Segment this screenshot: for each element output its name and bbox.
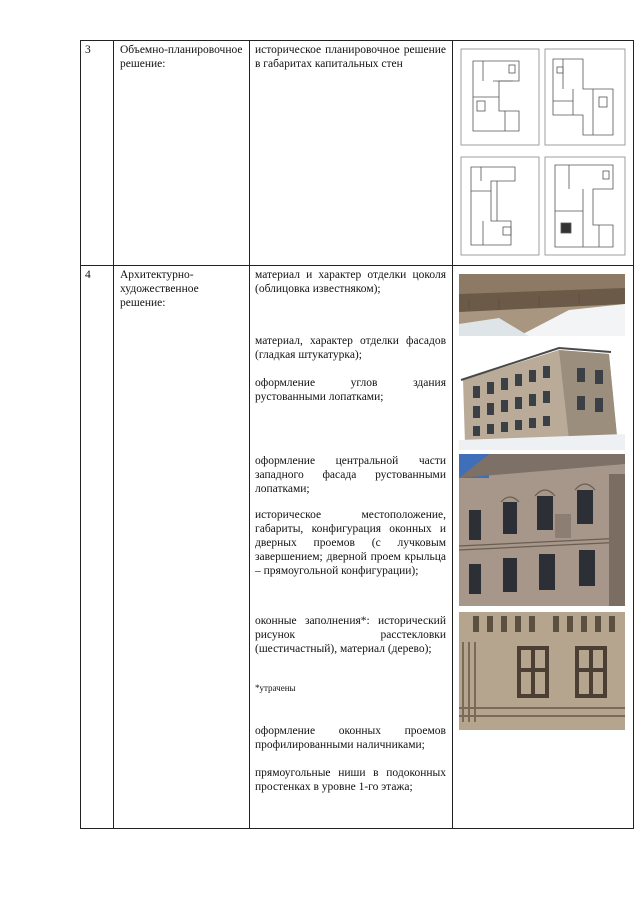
item-plinth: материал и характер отделки цоколя (облицовка известняком); [255, 269, 446, 295]
row-label: Архитектурно-художественное решение: [114, 266, 250, 829]
floor-plans-image [453, 41, 633, 261]
item-central-part: оформление центральной части западного фасада рустованными лопатками; [255, 455, 446, 495]
item-casings: оформление оконных проемов профилированными наличниками; [255, 725, 446, 751]
row-number: 4 [81, 266, 114, 829]
item-niches: прямоугольные ниши в подоконных простенках в уровне 1-го этажа; [255, 767, 446, 793]
item-openings: историческое местоположение, габариты, конфигурация оконных и дверных проемов (с лучковым завершением; дверной проем крыльца – прямоугольной конфигурации); [255, 509, 446, 577]
central-facade-photo [459, 454, 625, 606]
table-row [81, 41, 634, 266]
description-text: историческое планировочное решение в габаритах капитальных стен [255, 44, 446, 70]
plinth-photo [459, 274, 625, 336]
photos-cell [453, 266, 634, 829]
row-number: 3 [81, 41, 114, 266]
features-table [80, 40, 634, 829]
item-facades: материал, характер отделки фасадов (гладкая штукатурка); [255, 335, 446, 361]
floor-plans-cell [453, 41, 634, 266]
window-detail-photo [459, 612, 625, 730]
building-photo [459, 340, 625, 450]
item-window-fillings: оконные заполнения*: исторический рисунок расстекловки (шестичастный), материал (дерево); [255, 615, 446, 655]
row-label: Объемно-планировочное решение: [114, 41, 250, 266]
row-description [250, 266, 453, 829]
item-corners: оформление углов здания рустованными лопатками; [255, 377, 446, 403]
lost-note: *утрачены [255, 683, 296, 693]
table-row [81, 266, 634, 829]
row-description [250, 41, 453, 266]
